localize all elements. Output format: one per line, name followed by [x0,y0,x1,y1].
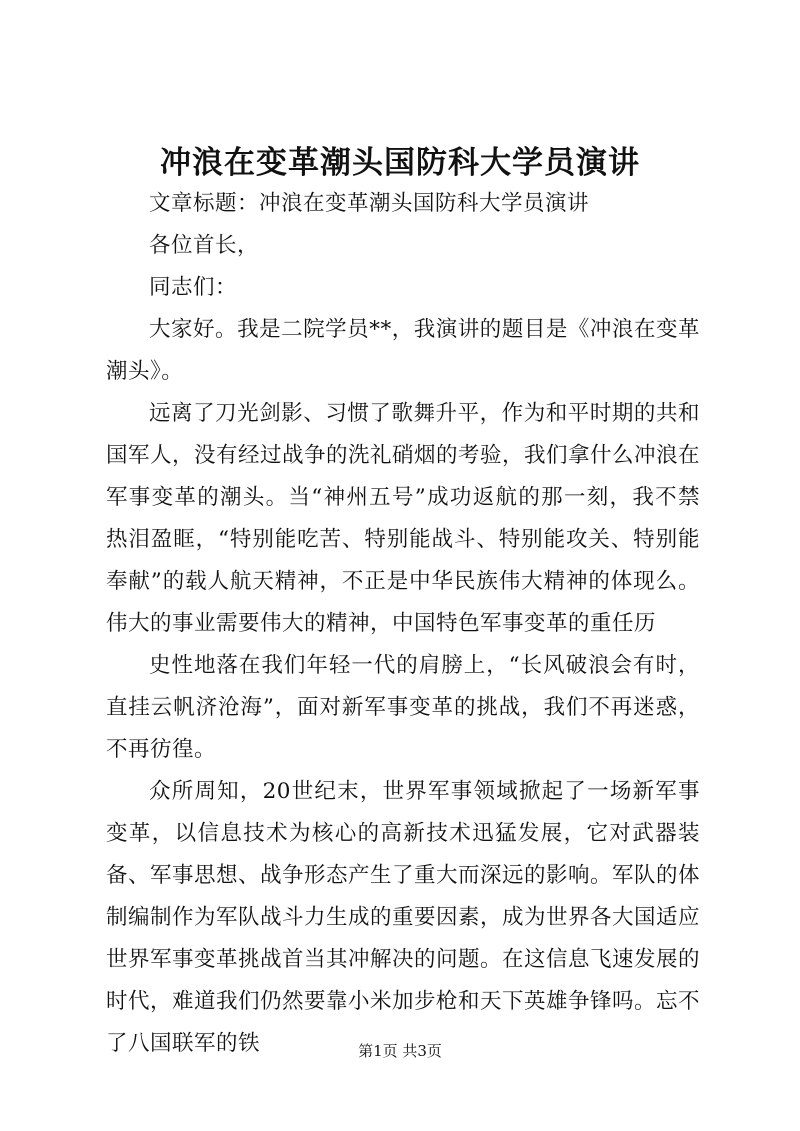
document-title: 冲浪在变革潮头国防科大学员演讲 [160,145,640,181]
paragraph: 远离了刀光剑影、习惯了歌舞升平，作为和平时期的共和国军人，没有经过战争的洗礼硝烟的考验，我们拿什么冲浪在军事变革的潮头。当“神州五号”成功返航的那一刻，我不禁热泪盈眶，“特别能吃苦、特别能战斗、特别能攻关、特别能奉献”的载人航天精神，不正是中华民族伟大精神的体现么。伟大的事业需要伟大的精神，中国特色军事变革的重任历 [106,401,701,636]
paragraph: 大家好。我是二院学员**，我演讲的题目是《冲浪在变革潮头》。 [106,317,700,384]
document-body [106,183,700,1065]
paragraph: 各位首长， [149,233,260,258]
paragraph: 众所周知，20世纪末，世界军事领域掀起了一场新军事变革，以信息技术为核心的高新技术迅猛发展，它对武器装备、军事思想、战争形态产生了重大而深远的影响。军队的体制编制作为军队战斗力生成的重要因素，成为世界各大国适应世界军事变革挑战首当其冲解决的问题。在这信息飞速发展的时代，难道我们仍然要靠小米加步枪和天下英雄争锋吗。忘不了八国联军的铁 [106,779,701,1056]
paragraph: 文章标题：冲浪在变革潮头国防科大学员演讲 [149,191,590,216]
page-number-footer: 第1页 共3页 [358,1042,442,1060]
paragraph: 史性地落在我们年轻一代的肩膀上，“长风破浪会有时，直挂云帆济沧海”，面对新军事变革的挑战，我们不再迷惑，不再彷徨。 [106,653,700,762]
paragraph: 同志们： [149,275,238,300]
